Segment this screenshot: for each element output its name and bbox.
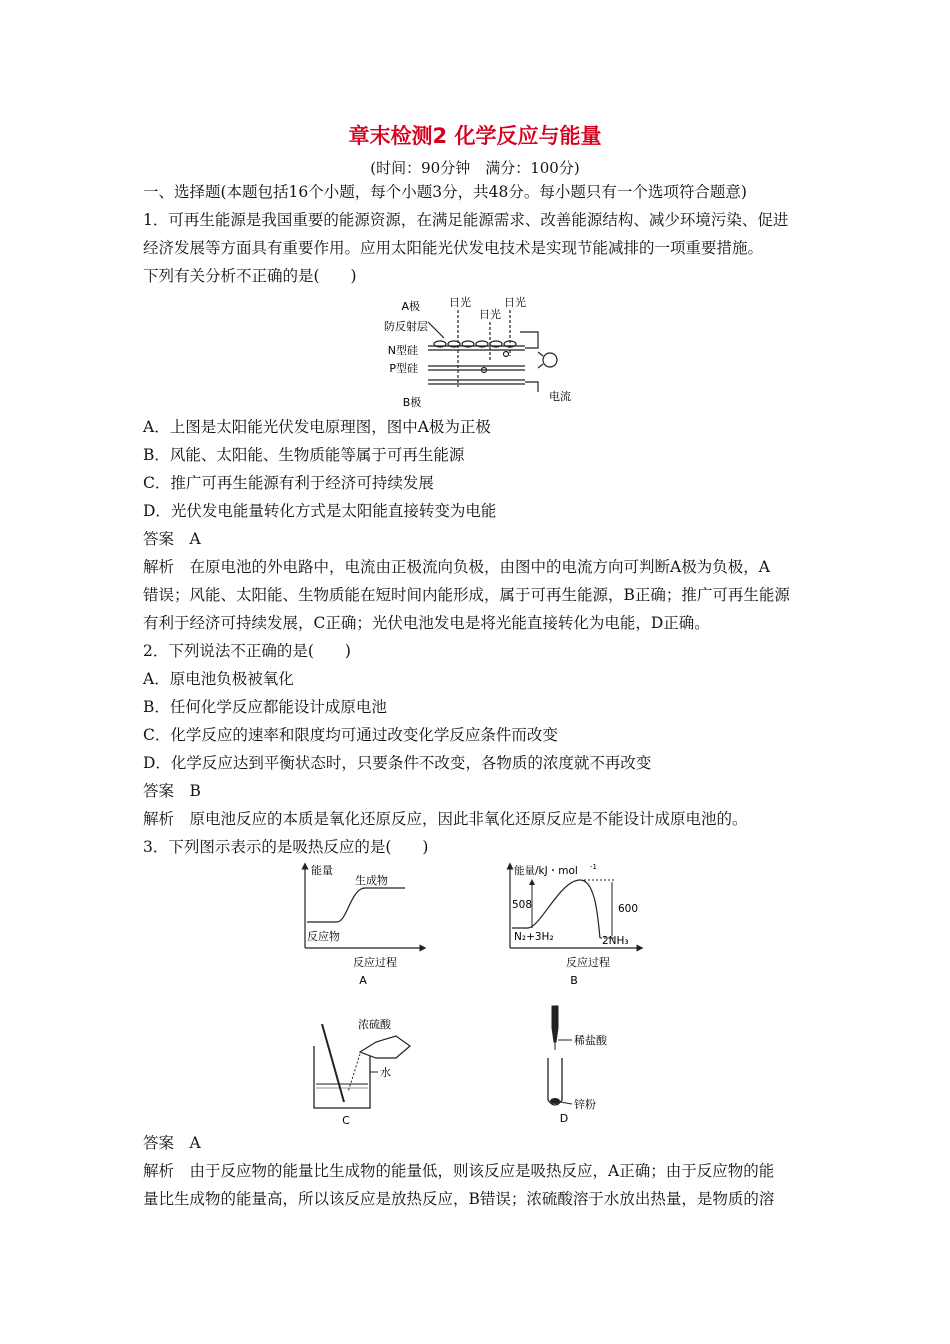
q3-stem: 3．下列图示表示的是吸热反应的是( ) [143,838,429,856]
product-label: 2NH₃ [602,935,629,947]
zinc-powder [550,1098,560,1104]
figure-caption-d: D [559,1112,569,1125]
figure-caption-b: B [570,974,578,987]
section-heading: 一、选择题(本题包括16个小题，每个小题3分，共48分。每小题只有一个选项符合题意) [143,183,747,201]
activation-energy-label: 508 [512,899,533,911]
figure-caption-a: A [359,974,367,987]
current-label: 电流 [549,390,571,403]
q1-answer: 答案 A [143,530,201,548]
q2-option-b: B．任何化学反应都能设计成原电池 [143,698,387,716]
page-title: 章末检测2 化学反应与能量 [348,124,602,148]
reagent-bottle [360,1036,410,1058]
exam-info: (时间：90分钟 满分：100分) [370,159,580,177]
q1-option-b: B．风能、太阳能、生物质能等属于可再生能源 [143,446,465,464]
q1-stem-line: 经济发展等方面具有重要作用。应用太阳能光伏发电技术是实现节能减排的一项重要措施。 [143,239,764,257]
glass-rod [322,1024,344,1102]
acid-label: 稀盐酸 [574,1034,607,1047]
axis-label-y-exponent: -1 [590,863,597,871]
zinc-label: 锌粉 [574,1098,596,1111]
b-pole-label: B极 [402,396,422,409]
cell-layers [428,310,557,392]
test-tube-figure-d [520,1000,640,1127]
q1-analysis-line: 解析 在原电池的外电路中，电流由正极流向负极，由图中的电流方向可判断A极为负极，A [143,558,770,576]
beaker [314,1046,370,1108]
test-tube [548,1058,562,1105]
q2-answer: 答案 B [143,782,201,800]
q3-analysis-line: 量比生成物的能量高，所以该反应是放热反应，B错误；浓硫酸溶于水放出热量，是物质的溶 [143,1190,775,1208]
q1-option-d: D．光伏发电能量转化方式是太阳能直接转变为电能 [143,502,497,520]
q1-stem-line: 下列有关分析不正确的是( ) [143,267,357,285]
q3-analysis-line: 解析 由于反应物的能量比生成物的能量低，则该反应是吸热反应，A正确；由于反应物的能 [143,1162,775,1180]
axis-label-x: 反应过程 [566,956,610,969]
figure-caption-c: C [342,1114,350,1127]
q2-option-c: C．化学反应的速率和限度均可通过改变化学反应条件而改变 [143,726,558,744]
dropper [552,1006,558,1042]
axis-label-y: 能量/kJ・mol [514,865,578,877]
anti-reflect-label: 防反射层 [384,320,428,333]
q1-analysis-line: 错误；风能、太阳能、生物质能在短时间内能形成，属于可再生能源，B正确；推广可再生能源 [143,586,790,604]
q2-analysis: 解析 原电池反应的本质是氧化还原反应，因此非氧化还原反应是不能设计成原电池的。 [143,810,748,828]
reactant-label: 反应物 [307,930,340,943]
sunlight-label: 日光 [504,296,526,309]
solar-cell-diagram [370,292,580,412]
a-pole-label: A极 [401,300,420,313]
energy-curve-a [307,888,405,922]
product-label: 生成物 [355,874,388,887]
q1-stem-line: 1．可再生能源是我国重要的能源资源，在满足能源需求、改善能源结构、减少环境污染、促进 [143,211,789,229]
axis-label-y: 能量 [311,864,333,877]
q1-option-c: C．推广可再生能源有利于经济可持续发展 [143,474,434,492]
q2-stem: 2．下列说法不正确的是( ) [143,642,351,660]
energy-difference-label: 600 [618,903,639,915]
beaker-figure-c [300,1012,440,1127]
reactant-label: N₂+3H₂ [514,931,554,943]
q2-option-d: D．化学反应达到平衡状态时，只要条件不改变，各物质的浓度就不再改变 [143,754,652,772]
q1-analysis-line: 有利于经济可持续发展，C正确；光伏电池发电是将光能直接转化为电能，D正确。 [143,614,710,632]
q2-option-a: A．原电池负极被氧化 [143,670,294,688]
acid-label: 浓硫酸 [358,1018,391,1031]
energy-diagram-a [295,860,435,990]
axis-label-x: 反应过程 [353,956,397,969]
q3-answer: 答案 A [143,1134,201,1152]
sunlight-label: 日光 [449,296,471,309]
water-label: 水 [380,1066,391,1079]
p-silicon-label: P型硅 [389,362,418,375]
n-silicon-label: N型硅 [387,344,418,357]
sunlight-label: 日光 [479,308,501,321]
q1-option-a: A．上图是太阳能光伏发电原理图，图中A极为正极 [143,418,491,436]
energy-diagram-b [500,860,650,990]
